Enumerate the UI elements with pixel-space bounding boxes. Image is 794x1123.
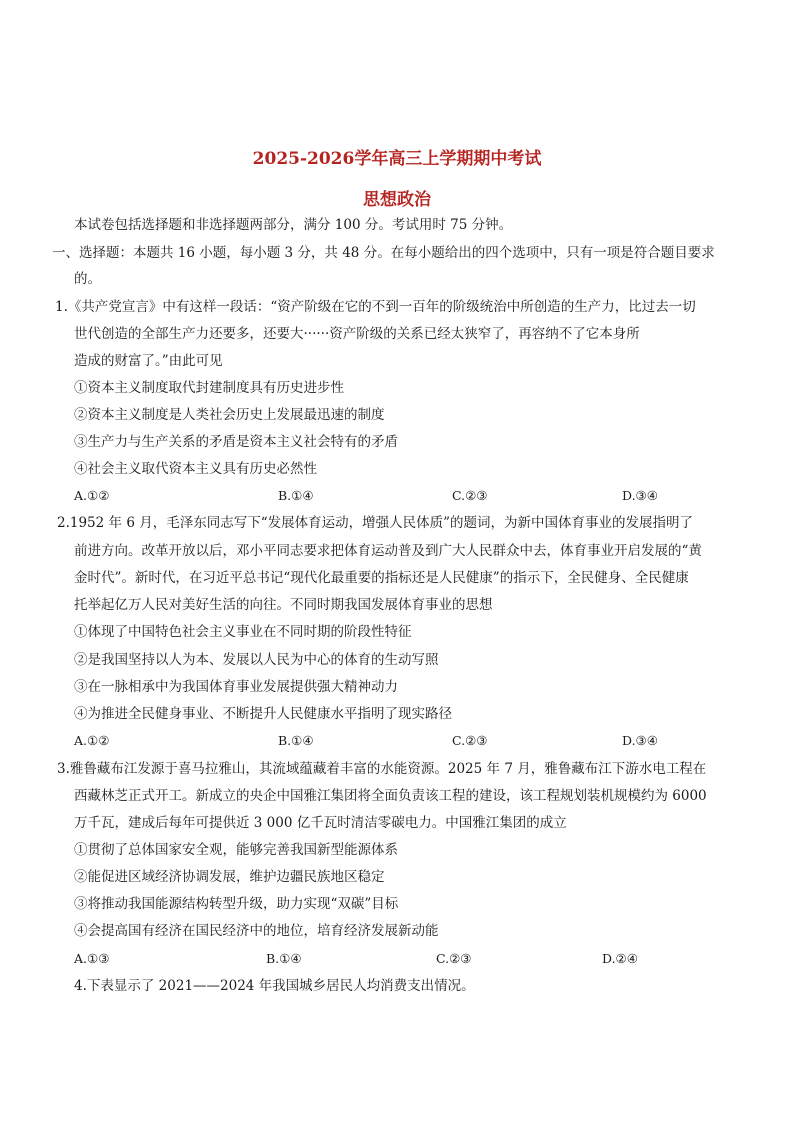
q1-options xyxy=(74,488,674,506)
q4-stem-line: 4.下表显示了 2021——2024 年我国城乡居民人均消费支出情况。 xyxy=(74,978,475,994)
section-heading: 一、选择题：本题共 16 小题，每小题 3 分，共 48 分。在每小题给出的四个选项中，只有一项是符合题目要求 xyxy=(52,245,715,261)
subject-title: 思想政治 xyxy=(363,190,431,210)
q1-option-d[interactable]: D.③④ xyxy=(622,488,658,503)
q1-item: ④社会主义取代资本主义具有历史必然性 xyxy=(74,461,317,477)
q1-item: ③生产力与生产关系的矛盾是资本主义社会特有的矛盾 xyxy=(74,434,398,450)
q3-option-b[interactable]: B.①④ xyxy=(266,951,302,966)
q3-option-c[interactable]: C.②③ xyxy=(436,951,472,966)
q1-stem-line: 造成的财富了。”由此可见 xyxy=(74,353,223,369)
q3-item: ④会提高国有经济在国民经济中的地位，培育经济发展新动能 xyxy=(74,923,439,939)
q2-options xyxy=(74,733,674,751)
q3-options xyxy=(74,951,674,969)
q2-option-b[interactable]: B.①④ xyxy=(278,733,314,748)
q1-item: ①资本主义制度取代封建制度具有历史进步性 xyxy=(74,380,344,396)
q2-stem-line: 金时代”。新时代，在习近平总书记“现代化最重要的指标还是人民健康”的指示下，全民健身、全民健康 xyxy=(74,570,689,586)
q1-option-c[interactable]: C.②③ xyxy=(452,488,488,503)
q1-option-a[interactable]: A.①② xyxy=(74,488,110,503)
q3-item: ①贯彻了总体国家安全观，能够完善我国新型能源体系 xyxy=(74,842,398,858)
q2-option-a[interactable]: A.①② xyxy=(74,733,110,748)
q3-option-a[interactable]: A.①③ xyxy=(74,951,110,966)
q2-item: ③在一脉相承中为我国体育事业发展提供强大精神动力 xyxy=(74,679,398,695)
q2-item: ④为推进全民健身事业、不断提升人民健康水平指明了现实路径 xyxy=(74,706,452,722)
q2-stem-line: 2.1952 年 6 月，毛泽东同志写下“发展体育运动，增强人民体质”的题词，为新中国体育事业的发展指明了 xyxy=(57,515,694,531)
q2-item: ②是我国坚持以人为本、发展以人民为中心的体育的生动写照 xyxy=(74,652,439,668)
q3-item: ②能促进区域经济协调发展，维护边疆民族地区稳定 xyxy=(74,869,385,885)
q1-stem-line: 1.《共产党宣言》中有这样一段话：“资产阶级在它的不到一百年的阶级统治中所创造的生产力，比过去一切 xyxy=(55,299,696,315)
q2-item: ①体现了中国特色社会主义事业在不同时期的阶段性特征 xyxy=(74,624,412,640)
intro-text: 本试卷包括选择题和非选择题两部分，满分 100 分。考试用时 75 分钟。 xyxy=(74,217,513,233)
q2-stem-line: 托举起亿万人民对美好生活的向往。不同时期我国发展体育事业的思想 xyxy=(74,597,493,613)
q3-stem-line: 西藏林芝正式开工。新成立的央企中国雅江集团将全面负责该工程的建设，该工程规划装机规模约为 6000 xyxy=(74,788,707,804)
q2-option-d[interactable]: D.③④ xyxy=(622,733,658,748)
q3-item: ③将推动我国能源结构转型升级，助力实现“双碳”目标 xyxy=(74,896,399,912)
exam-title: 2025-2026学年高三上学期期中考试 xyxy=(252,149,542,169)
q1-item: ②资本主义制度是人类社会历史上发展最迅速的制度 xyxy=(74,407,385,423)
q2-stem-line: 前进方向。改革开放以后，邓小平同志要求把体育运动普及到广大人民群众中去，体育事业开启发展的“黄 xyxy=(74,543,702,559)
q1-option-b[interactable]: B.①④ xyxy=(278,488,314,503)
q1-stem-line: 世代创造的全部生产力还要多，还要大······资产阶级的关系已经太狭窄了，再容纳不了它本身所 xyxy=(74,326,640,342)
section-heading-cont: 的。 xyxy=(74,271,101,287)
q3-option-d[interactable]: D.②④ xyxy=(602,951,638,966)
q3-stem-line: 万千瓦，建成后每年可提供近 3 000 亿千瓦时清洁零碳电力。中国雅江集团的成立 xyxy=(74,815,567,831)
q3-stem-line: 3.雅鲁藏布江发源于喜马拉雅山，其流域蕴藏着丰富的水能资源。2025 年 7 月，雅鲁藏布江下游水电工程在 xyxy=(57,761,707,777)
q2-option-c[interactable]: C.②③ xyxy=(452,733,488,748)
